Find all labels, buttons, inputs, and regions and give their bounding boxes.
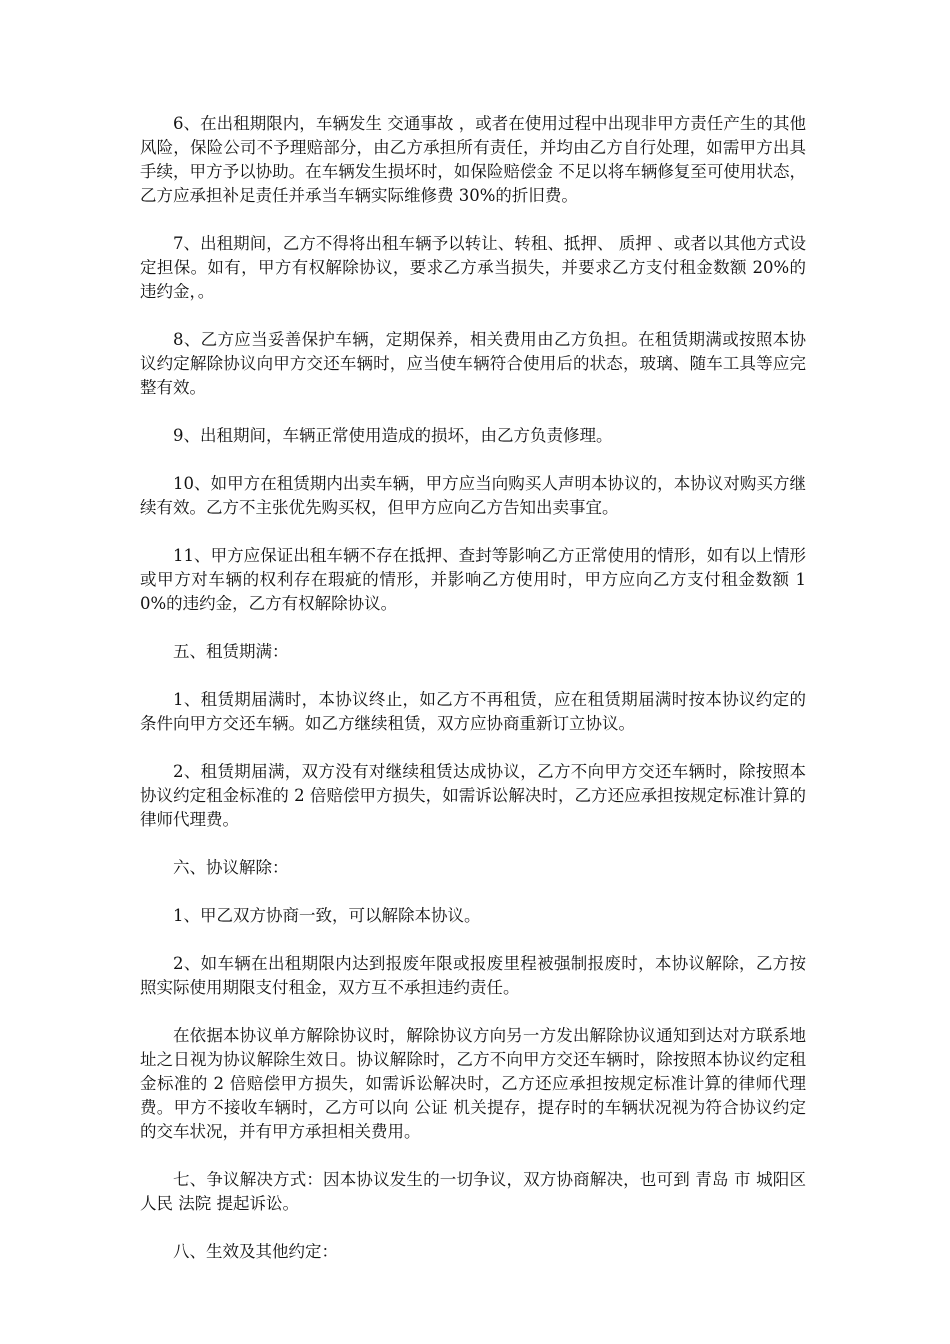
section-8-heading: 八、生效及其他约定： <box>173 1242 338 1261</box>
clause-6-paragraph: 6、在出租期限内，车辆发生 交通事故 ，或者在使用过程中出现非甲方责任产生的其他风险，保险公司不予理赔部分，由乙方承担所有责任，并均由乙方自行处理，如需甲方出具手续，甲方予以协助。在车辆发生损坏时，如保险赔偿金 不足以将车辆修复至可使用状态，乙方应承担补足责任并承当车辆实际维修费 30%的折旧费。 <box>140 114 806 205</box>
section-6-clause-2: 2、如车辆在出租期限内达到报废年限或报废里程被强制报废时，本协议解除，乙方按照实际使用期限支付租金，双方互不承担违约责任。 <box>140 954 806 997</box>
section-5-clause-2: 2、租赁期届满，双方没有对继续租赁达成协议，乙方不向甲方交还车辆时，除按照本协议约定租金标准的 2 倍赔偿甲方损失，如需诉讼解决时，乙方还应承担按规定标准计算的律师代理费。 <box>140 762 806 829</box>
section-5-clause-1: 1、租赁期届满时，本协议终止，如乙方不再租赁，应在租赁期届满时按本协议约定的条件向甲方交还车辆。如乙方继续租赁，双方应协商重新订立协议。 <box>140 690 806 733</box>
section-5-heading: 五、租赁期满： <box>173 642 289 661</box>
section-6-termination-note: 在依据本协议单方解除协议时，解除协议方向另一方发出解除协议通知到达对方联系地址之日视为协议解除生效日。协议解除时，乙方不向甲方交还车辆时，除按照本协议约定租金标准的 2 倍赔偿甲方损失，如需诉讼解决时，乙方还应承担按规定标准计算的律师代理费。甲方不接收车辆时，乙方可以向 公证 机关提存，提存时的车辆状况视为符合协议约定的交车状况，并有甲方承担相关费用。 <box>140 1026 806 1141</box>
clause-7-paragraph: 7、出租期间，乙方不得将出租车辆予以转让、转租、抵押、 质押 、或者以其他方式设定担保。如有，甲方有权解除协议，要求乙方承当损失，并要求乙方支付租金数额 20%的违约金，。 <box>140 234 806 301</box>
clause-10-paragraph: 10、如甲方在租赁期内出卖车辆，甲方应当向购买人声明本协议的，本协议对购买方继续有效。乙方不主张优先购买权，但甲方应向乙方告知出卖事宜。 <box>140 474 806 517</box>
section-7-dispute-resolution: 七、争议解决方式：因本协议发生的一切争议，双方协商解决，也可到 青岛 市 城阳区 人民 法院 提起诉讼。 <box>140 1170 806 1213</box>
clause-9-paragraph: 9、出租期间，车辆正常使用造成的损坏，由乙方负责修理。 <box>173 426 613 445</box>
section-6-clause-1: 1、甲乙双方协商一致，可以解除本协议。 <box>173 906 481 925</box>
section-6-heading: 六、协议解除： <box>173 858 289 877</box>
clause-8-paragraph: 8、乙方应当妥善保护车辆，定期保养，相关费用由乙方负担。在租赁期满或按照本协议约定解除协议向甲方交还车辆时，应当使车辆符合使用后的状态，玻璃、随车工具等应完整有效。 <box>140 330 806 397</box>
document-page <box>140 112 806 1288</box>
clause-11-paragraph: 11、甲方应保证出租车辆不存在抵押、查封等影响乙方正常使用的情形，如有以上情形或甲方对车辆的权利存在瑕疵的情形，并影响乙方使用时，甲方应向乙方支付租金数额 10%的违约金，乙方有权解除协议。 <box>140 546 806 613</box>
